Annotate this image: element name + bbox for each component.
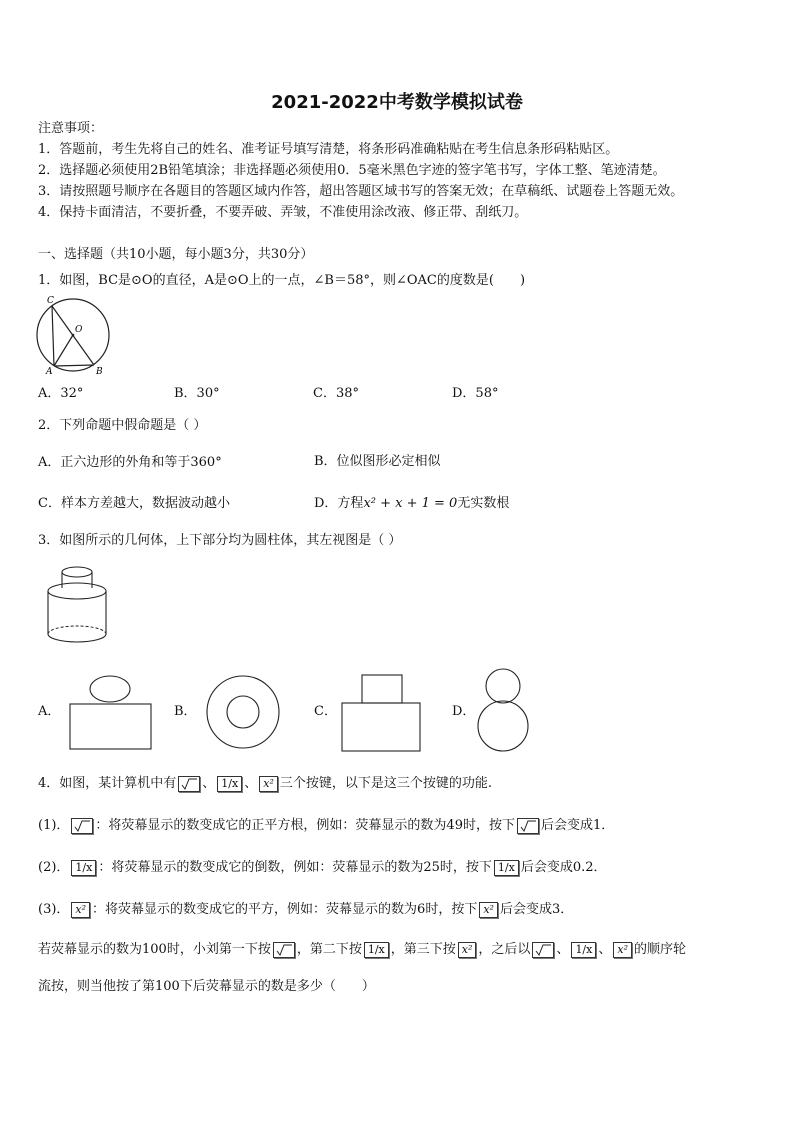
q1-option-d: D．58°	[452, 386, 499, 401]
q2-option-a	[38, 454, 222, 471]
section-heading: 一、选择题（共10小题，每小题3分，共30分）	[38, 247, 314, 262]
q4-stem-pre: 4．如图，某计算机中有	[38, 776, 177, 791]
square-key: x²	[259, 776, 278, 792]
q4-stem	[38, 775, 492, 792]
q4-line-1-text: ：将荧幕显示的数变成它的正平方根，例如：荧幕显示的数为49时，按下	[95, 818, 515, 833]
q4-last-e: 的顺序轮	[634, 942, 687, 957]
q2-option-a-text: A．正六边形的外角和等于	[38, 455, 191, 470]
notice-item-1: 1．答题前，考生先将自己的姓名、准考证号填写清楚，将条形码准确粘贴在考生信息条形码粘贴区。	[38, 142, 619, 157]
q4-line-3-pre: (3)．	[38, 902, 70, 917]
q3-option-b-figure	[203, 674, 285, 754]
q3-solid-figure	[44, 564, 110, 648]
q1-circle-figure	[34, 294, 116, 376]
q3-stem: 3．如图所示的几何体，上下部分均为圆柱体，其左视图是（ ）	[38, 533, 402, 548]
q3-option-c-label: C．	[314, 704, 337, 719]
q3-option-b-label: B．	[174, 704, 197, 719]
q2-option-d-text: D．方程	[314, 496, 364, 511]
q2-option-d	[314, 495, 509, 512]
sqrt-key	[532, 942, 554, 958]
notice-heading: 注意事项：	[38, 121, 104, 136]
reciprocal-key: 1/x	[217, 776, 242, 792]
q3-option-d-figure	[476, 666, 530, 756]
square-key: x²	[613, 942, 632, 958]
q4-last-line-2: 流按，则当他按了第100下后荧幕显示的数是多少（ ）	[38, 979, 375, 994]
q1-option-a: A．32°	[38, 386, 84, 401]
sqrt-key	[273, 942, 295, 958]
q4-line-2	[38, 859, 607, 876]
q3-option-a-figure	[68, 674, 154, 752]
q4-line-2-text: ：将荧幕显示的数变成它的倒数，例如：荧幕显示的数为25时，按下	[98, 860, 492, 875]
q4-line-2-pre: (2)．	[38, 860, 70, 875]
q4-line-3	[38, 901, 573, 918]
sqrt-key	[71, 818, 93, 834]
q4-last-c: ，第三下按	[390, 942, 456, 957]
q4-sep-3: 、	[556, 942, 570, 957]
notice-item-2: 2．选择题必须使用2B铅笔填涂；非选择题必须使用0．5毫米黑色字迹的签字笔书写，字体工整、笔迹清楚。	[38, 163, 666, 178]
q4-line-2-post: 后会变成0.2．	[520, 860, 607, 875]
q4-last-b: ，第二下按	[296, 942, 362, 957]
q4-line-3-post: 后会变成3．	[499, 902, 574, 917]
sqrt-icon	[533, 943, 553, 957]
q4-last-line	[38, 941, 686, 958]
sqrt-icon	[179, 777, 199, 791]
q1-option-b: B．30°	[174, 386, 220, 401]
reciprocal-key: 1/x	[364, 942, 389, 958]
q4-line-1-pre: (1)．	[38, 818, 70, 833]
q4-last-d: ，之后以	[478, 942, 531, 957]
square-key: x²	[458, 942, 477, 958]
q1-option-c: C．38°	[313, 386, 359, 401]
q2-option-d-suffix: 无实数根	[457, 496, 510, 511]
q2-stem: 2．下列命题中假命题是（ ）	[38, 418, 207, 433]
reciprocal-key: 1/x	[571, 942, 596, 958]
square-key: x²	[71, 902, 90, 918]
sqrt-icon	[274, 943, 294, 957]
q4-line-1	[38, 817, 614, 834]
q2-option-b: B．位似图形必定相似	[314, 454, 441, 469]
page-title: 2021-2022中考数学模拟试卷	[271, 92, 523, 113]
q1-label-c: C	[47, 296, 54, 306]
sqrt-icon	[72, 819, 92, 833]
q2-option-a-value: 360°	[190, 455, 222, 470]
sqrt-icon	[518, 819, 538, 833]
q4-sep-4: 、	[598, 942, 612, 957]
notice-item-3: 3．请按照题号顺序在各题目的答题区域内作答，超出答题区域书写的答案无效；在草稿纸、试题卷上答题无效。	[38, 184, 684, 199]
q4-line-3-text: ：将荧幕显示的数变成它的平方，例如：荧幕显示的数为6时，按下	[92, 902, 478, 917]
reciprocal-key: 1/x	[494, 860, 519, 876]
q2-option-d-equation: x² + x + 1 = 0	[363, 496, 458, 511]
q3-option-a-label: A．	[38, 704, 61, 719]
reciprocal-key: 1/x	[71, 860, 96, 876]
q1-label-b: B	[96, 367, 103, 376]
q4-sep-1: 、	[202, 776, 216, 791]
notice-item-4: 4．保持卡面清洁，不要折叠，不要弄破、弄皱，不准使用涂改液、修正带、刮纸刀。	[38, 205, 528, 220]
q1-label-a: A	[46, 367, 53, 376]
q4-last-a: 若荧幕显示的数为100时，小刘第一下按	[38, 942, 271, 957]
sqrt-key	[178, 776, 200, 792]
sqrt-key	[517, 818, 539, 834]
q4-stem-post: 三个按键，以下是这三个按键的功能.	[279, 776, 492, 791]
q1-label-o: O	[75, 325, 83, 335]
q3-option-c-figure	[340, 673, 422, 753]
q4-sep-2: 、	[244, 776, 258, 791]
square-key: x²	[479, 902, 498, 918]
q3-option-d-label: D．	[452, 704, 476, 719]
q4-line-1-post: 后会变成1．	[540, 818, 615, 833]
q1-stem: 1．如图，BC是⊙O的直径，A是⊙O上的一点，∠B＝58°，则∠OAC的度数是( )	[38, 273, 526, 288]
q2-option-c: C．样本方差越大，数据波动越小	[38, 496, 230, 511]
